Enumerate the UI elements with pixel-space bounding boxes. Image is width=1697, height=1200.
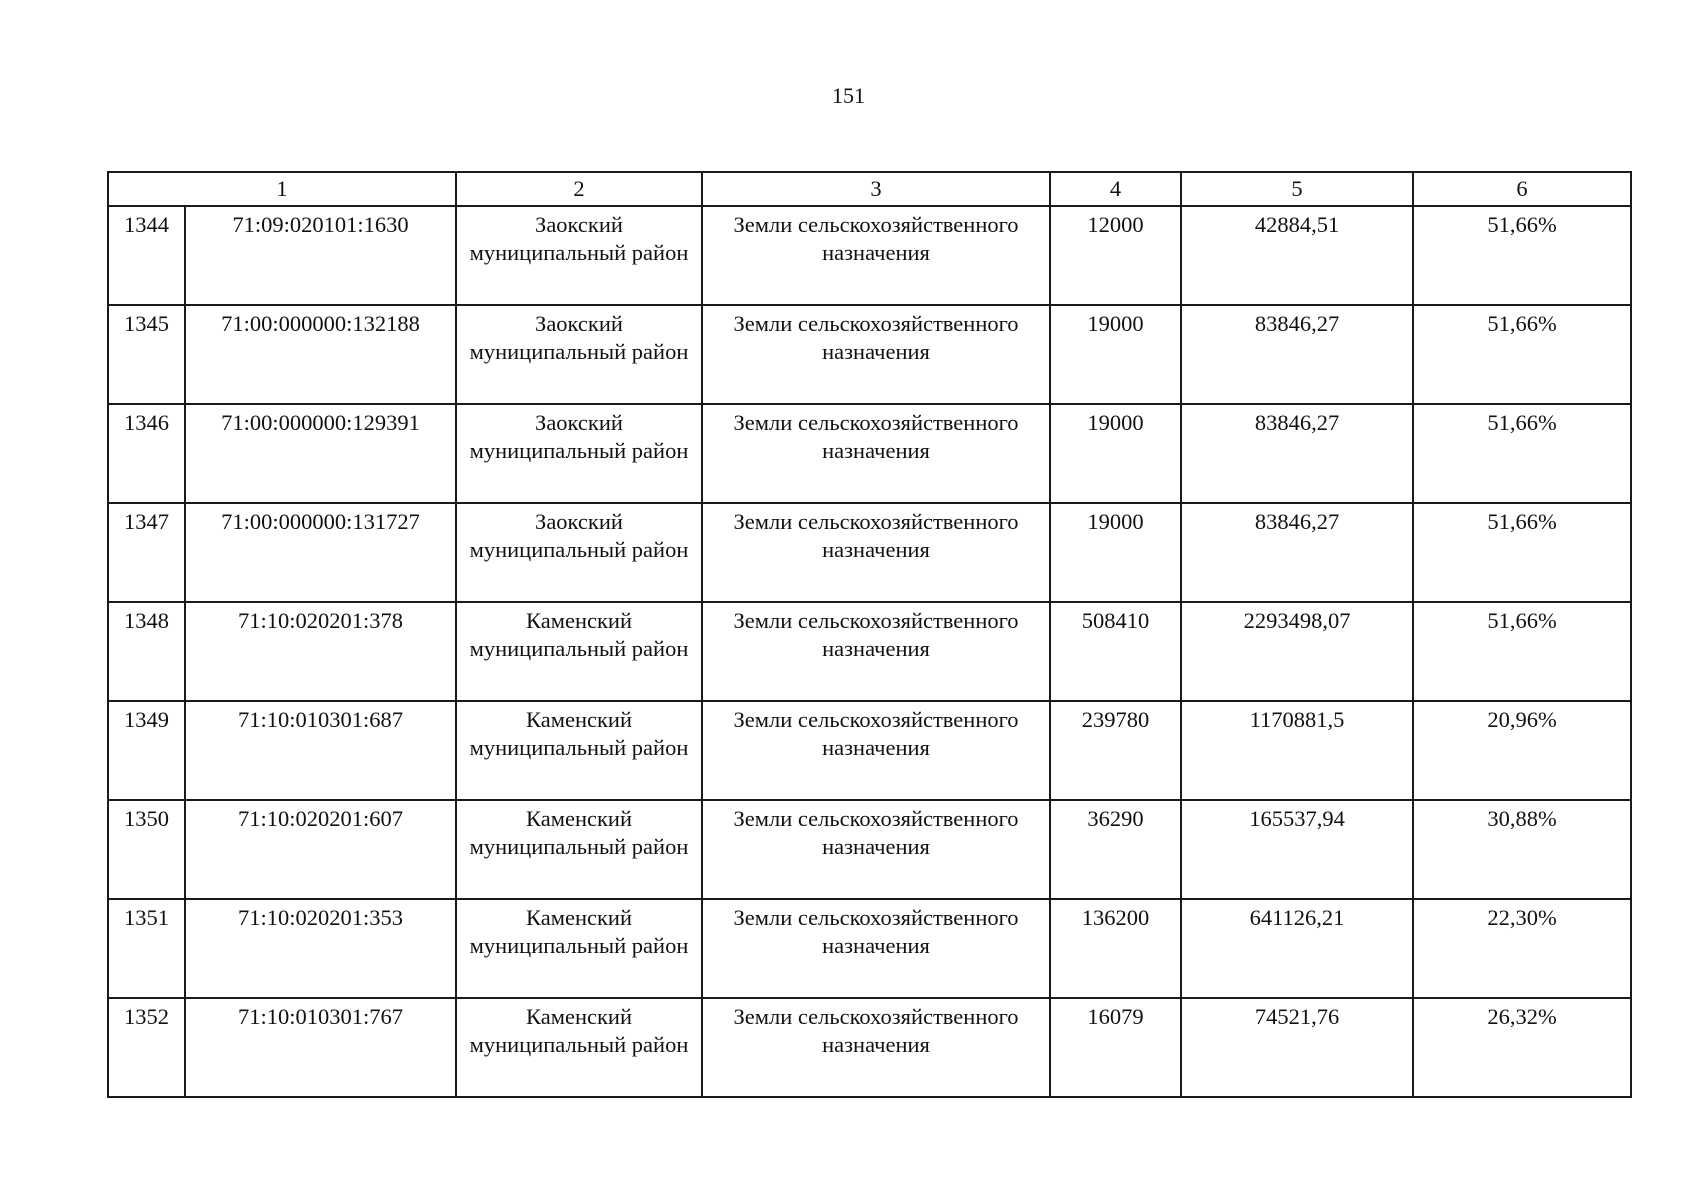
percent-value: 51,66% xyxy=(1487,311,1557,336)
cell-percent-value xyxy=(1413,800,1631,899)
percent-value: 51,66% xyxy=(1487,410,1557,435)
area-value: 36290 xyxy=(1087,806,1144,831)
table-row xyxy=(108,503,1631,602)
cell-land-category xyxy=(702,602,1050,701)
cell-cadastral-value xyxy=(1181,503,1413,602)
district-name: Заокский муниципальный район xyxy=(469,509,689,562)
percent-value: 20,96% xyxy=(1487,707,1557,732)
land-category: Земли сельскохозяйственного назначения xyxy=(733,707,1019,760)
table-row xyxy=(108,701,1631,800)
cell-district-name xyxy=(456,503,702,602)
row-number: 1349 xyxy=(124,707,169,732)
cell-land-category xyxy=(702,404,1050,503)
cell-land-category xyxy=(702,305,1050,404)
cell-row-number xyxy=(108,701,185,800)
cell-row-number xyxy=(108,899,185,998)
table-row xyxy=(108,899,1631,998)
cell-land-category xyxy=(702,998,1050,1097)
header-col-3: 3 xyxy=(702,172,1050,206)
table-body xyxy=(108,206,1631,1097)
cell-land-category xyxy=(702,503,1050,602)
percent-value: 51,66% xyxy=(1487,212,1557,237)
cell-area-value xyxy=(1050,899,1181,998)
cell-cadastral-number xyxy=(185,503,456,602)
cell-district-name xyxy=(456,701,702,800)
cell-cadastral-value xyxy=(1181,305,1413,404)
cadastral-value: 83846,27 xyxy=(1254,509,1340,534)
cadastral-number: 71:00:000000:131727 xyxy=(221,509,420,534)
cell-area-value xyxy=(1050,998,1181,1097)
cell-cadastral-value xyxy=(1181,206,1413,305)
row-number: 1344 xyxy=(124,212,169,237)
cadastral-number: 71:10:010301:687 xyxy=(237,707,403,732)
header-col-2: 2 xyxy=(456,172,702,206)
cell-land-category xyxy=(702,701,1050,800)
district-name: Каменский муниципальный район xyxy=(469,707,689,760)
table-row xyxy=(108,800,1631,899)
percent-value: 51,66% xyxy=(1487,509,1557,534)
cell-land-category xyxy=(702,899,1050,998)
table-row xyxy=(108,305,1631,404)
cell-row-number xyxy=(108,998,185,1097)
cell-cadastral-number xyxy=(185,800,456,899)
cell-cadastral-value xyxy=(1181,800,1413,899)
cell-district-name xyxy=(456,305,702,404)
cadastral-number: 71:10:020201:353 xyxy=(237,905,403,930)
cell-cadastral-number xyxy=(185,701,456,800)
row-number: 1352 xyxy=(124,1004,169,1029)
cadastral-value: 1170881,5 xyxy=(1249,707,1345,732)
percent-value: 22,30% xyxy=(1487,905,1557,930)
land-category: Земли сельскохозяйственного назначения xyxy=(733,509,1019,562)
cell-area-value xyxy=(1050,404,1181,503)
district-name: Каменский муниципальный район xyxy=(469,608,689,661)
table-row xyxy=(108,602,1631,701)
cadastral-value: 74521,76 xyxy=(1254,1004,1340,1029)
cell-area-value xyxy=(1050,701,1181,800)
row-number: 1348 xyxy=(124,608,169,633)
area-value: 239780 xyxy=(1081,707,1150,732)
cell-row-number xyxy=(108,305,185,404)
area-value: 19000 xyxy=(1087,311,1144,336)
row-number: 1346 xyxy=(124,410,169,435)
cell-row-number xyxy=(108,602,185,701)
cell-cadastral-number xyxy=(185,998,456,1097)
cadastral-number: 71:10:020201:378 xyxy=(237,608,403,633)
cell-percent-value xyxy=(1413,305,1631,404)
area-value: 136200 xyxy=(1081,905,1150,930)
cadastral-value: 165537,94 xyxy=(1249,806,1345,831)
percent-value: 51,66% xyxy=(1487,608,1557,633)
cell-land-category xyxy=(702,206,1050,305)
cell-cadastral-value xyxy=(1181,998,1413,1097)
cadastral-value: 42884,51 xyxy=(1254,212,1340,237)
cell-cadastral-value xyxy=(1181,701,1413,800)
row-number: 1345 xyxy=(124,311,169,336)
cell-percent-value xyxy=(1413,602,1631,701)
cell-cadastral-value xyxy=(1181,602,1413,701)
percent-value: 30,88% xyxy=(1487,806,1557,831)
cell-cadastral-number xyxy=(185,899,456,998)
cadastral-value: 641126,21 xyxy=(1249,905,1345,930)
cell-cadastral-number xyxy=(185,602,456,701)
land-category: Земли сельскохозяйственного назначения xyxy=(733,311,1019,364)
cell-row-number xyxy=(108,503,185,602)
district-name: Каменский муниципальный район xyxy=(469,905,689,958)
row-number: 1351 xyxy=(124,905,169,930)
cell-cadastral-number xyxy=(185,305,456,404)
cell-percent-value xyxy=(1413,899,1631,998)
cadastral-number: 71:10:020201:607 xyxy=(237,806,403,831)
cell-row-number xyxy=(108,206,185,305)
cadastral-value: 83846,27 xyxy=(1254,311,1340,336)
area-value: 19000 xyxy=(1087,509,1144,534)
land-category: Земли сельскохозяйственного назначения xyxy=(733,608,1019,661)
cell-cadastral-number xyxy=(185,404,456,503)
table-row xyxy=(108,998,1631,1097)
cell-land-category xyxy=(702,800,1050,899)
table-row xyxy=(108,206,1631,305)
area-value: 508410 xyxy=(1081,608,1150,633)
page-number: 151 xyxy=(832,83,865,108)
cell-area-value xyxy=(1050,503,1181,602)
row-number: 1350 xyxy=(124,806,169,831)
percent-value: 26,32% xyxy=(1487,1004,1557,1029)
cell-area-value xyxy=(1050,305,1181,404)
district-name: Заокский муниципальный район xyxy=(469,410,689,463)
area-value: 16079 xyxy=(1087,1004,1144,1029)
header-row xyxy=(108,172,1631,206)
district-name: Каменский муниципальный район xyxy=(469,1004,689,1057)
land-category: Земли сельскохозяйственного назначения xyxy=(733,410,1019,463)
table-row xyxy=(108,404,1631,503)
cell-district-name xyxy=(456,899,702,998)
cell-district-name xyxy=(456,998,702,1097)
cell-district-name xyxy=(456,800,702,899)
cadastral-value: 2293498,07 xyxy=(1243,608,1351,633)
land-category: Земли сельскохозяйственного назначения xyxy=(733,212,1019,265)
area-value: 12000 xyxy=(1087,212,1144,237)
cadastral-value: 83846,27 xyxy=(1254,410,1340,435)
header-col-6: 6 xyxy=(1413,172,1631,206)
cell-percent-value xyxy=(1413,206,1631,305)
cell-district-name xyxy=(456,404,702,503)
cell-row-number xyxy=(108,800,185,899)
cadastral-number: 71:09:020101:1630 xyxy=(232,212,409,237)
header-col-1: 1 xyxy=(108,172,456,206)
land-category: Земли сельскохозяйственного назначения xyxy=(733,806,1019,859)
cell-percent-value xyxy=(1413,701,1631,800)
cell-district-name xyxy=(456,206,702,305)
cell-cadastral-value xyxy=(1181,899,1413,998)
cell-percent-value xyxy=(1413,503,1631,602)
cell-district-name xyxy=(456,602,702,701)
cell-area-value xyxy=(1050,602,1181,701)
row-number: 1347 xyxy=(124,509,169,534)
district-name: Каменский муниципальный район xyxy=(469,806,689,859)
cell-area-value xyxy=(1050,800,1181,899)
cell-percent-value xyxy=(1413,998,1631,1097)
cadastral-number: 71:00:000000:132188 xyxy=(221,311,420,336)
cell-area-value xyxy=(1050,206,1181,305)
cadastral-number: 71:10:010301:767 xyxy=(237,1004,403,1029)
cadastral-number: 71:00:000000:129391 xyxy=(221,410,420,435)
land-category: Земли сельскохозяйственного назначения xyxy=(733,905,1019,958)
header-col-4: 4 xyxy=(1050,172,1181,206)
district-name: Заокский муниципальный район xyxy=(469,212,689,265)
district-name: Заокский муниципальный район xyxy=(469,311,689,364)
cell-row-number xyxy=(108,404,185,503)
header-col-5: 5 xyxy=(1181,172,1413,206)
area-value: 19000 xyxy=(1087,410,1144,435)
land-category: Земли сельскохозяйственного назначения xyxy=(733,1004,1019,1057)
cell-cadastral-value xyxy=(1181,404,1413,503)
cell-percent-value xyxy=(1413,404,1631,503)
land-plots-table xyxy=(107,171,1632,1098)
cell-cadastral-number xyxy=(185,206,456,305)
